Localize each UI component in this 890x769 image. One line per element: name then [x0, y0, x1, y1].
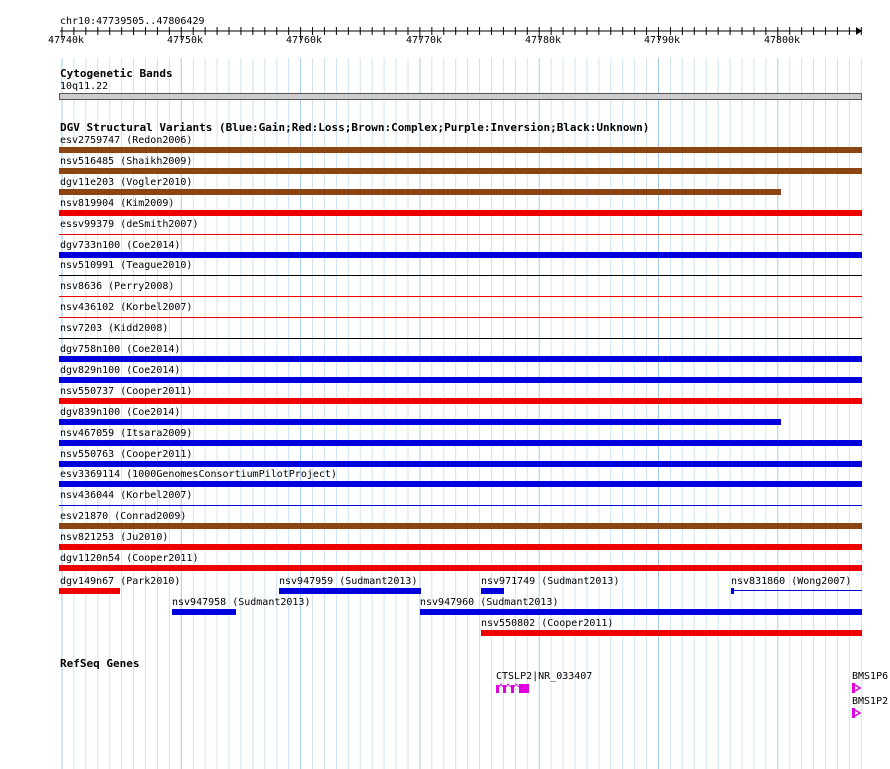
sv-bar[interactable]: [59, 440, 862, 446]
sv-label[interactable]: nsv821253 (Ju2010): [60, 532, 169, 544]
sv-label[interactable]: nsv8636 (Perry2008): [60, 281, 175, 293]
sv-bar[interactable]: [731, 590, 862, 591]
gene-label[interactable]: BMS1P6: [852, 671, 889, 682]
gene-label[interactable]: CTSLP2|NR_033407: [496, 671, 593, 682]
sv-label[interactable]: nsv467059 (Itsara2009): [60, 427, 193, 439]
sv-bar[interactable]: [59, 296, 862, 297]
dgv-track-title[interactable]: DGV Structural Variants (Blue:Gain;Red:Loss;Brown:Complex;Purple:Inversion;Black:Unknown): [60, 121, 650, 134]
sv-bar[interactable]: [59, 210, 862, 216]
gene-ctslp2[interactable]: [494, 682, 534, 694]
sv-label[interactable]: esv21870 (Conrad2009): [60, 511, 187, 523]
gene-exon: [496, 685, 499, 693]
sv-bar[interactable]: [59, 252, 862, 258]
sv-label[interactable]: nsv947958 (Sudmant2013): [172, 597, 311, 608]
gene-bms1p6[interactable]: [852, 682, 866, 694]
sv-label[interactable]: nsv947959 (Sudmant2013): [279, 576, 418, 587]
ruler-position: chr10:47739505..47806429: [60, 16, 205, 27]
refseq-track-title[interactable]: RefSeq Genes: [60, 657, 140, 670]
sv-bar[interactable]: [59, 377, 862, 383]
sv-bar[interactable]: [59, 234, 862, 235]
tick-label: 47780k: [524, 35, 562, 46]
tick-label: 47770k: [405, 35, 443, 46]
sv-bar-cap: [731, 588, 734, 594]
sv-label[interactable]: nsv831860 (Wong2007): [731, 576, 852, 587]
sv-label[interactable]: nsv971749 (Sudmant2013): [481, 576, 620, 587]
sv-label[interactable]: dgv11e203 (Vogler2010): [60, 176, 193, 188]
sv-bar[interactable]: [59, 317, 862, 318]
gene-intron: [506, 684, 511, 687]
sv-label[interactable]: nsv510991 (Teague2010): [60, 260, 193, 272]
tick-label: 47790k: [643, 35, 681, 46]
gene-label[interactable]: BMS1P2: [852, 696, 889, 707]
sv-bar[interactable]: [59, 168, 862, 174]
sv-bar[interactable]: [59, 419, 781, 425]
sv-bar[interactable]: [59, 588, 120, 594]
sv-bar[interactable]: [481, 630, 862, 636]
sv-label[interactable]: dgv839n100 (Coe2014): [60, 406, 181, 418]
gene-bms1p2[interactable]: [852, 707, 866, 719]
sv-bar[interactable]: [59, 189, 781, 195]
sv-bar[interactable]: [59, 565, 862, 571]
sv-label[interactable]: nsv516485 (Shaikh2009): [60, 155, 193, 167]
tick-label: 47760k: [285, 35, 323, 46]
gene-exon: [511, 685, 514, 693]
cytoband-bar[interactable]: [59, 93, 862, 100]
gene-intron: [499, 684, 503, 687]
sv-bar[interactable]: [59, 505, 862, 506]
sv-label[interactable]: dgv733n100 (Coe2014): [60, 239, 181, 251]
cytoband-label: 10q11.22: [60, 81, 109, 92]
sv-bar[interactable]: [59, 147, 862, 153]
tick-label: 47750k: [166, 35, 204, 46]
sv-label[interactable]: esv3369114 (1000GenomesConsortiumPilotProject): [60, 469, 337, 481]
gene-intron: [514, 684, 519, 687]
sv-label[interactable]: esv2759747 (Redon2006): [60, 135, 193, 146]
gene-exon: [503, 685, 506, 693]
sv-label[interactable]: dgv829n100 (Coe2014): [60, 364, 181, 376]
sv-bar[interactable]: [59, 398, 862, 404]
cytoband-track-title[interactable]: Cytogenetic Bands: [60, 67, 173, 80]
sv-bar[interactable]: [59, 338, 862, 339]
sv-bar[interactable]: [420, 609, 862, 615]
sv-label[interactable]: nsv7203 (Kidd2008): [60, 323, 169, 335]
gene-exon: [519, 684, 529, 693]
sv-bar[interactable]: [172, 609, 236, 615]
sv-bar[interactable]: [481, 588, 504, 594]
sv-label[interactable]: nsv819904 (Kim2009): [60, 197, 175, 209]
sv-label[interactable]: dgv1120n54 (Cooper2011): [60, 553, 199, 564]
sv-label[interactable]: nsv550763 (Cooper2011): [60, 448, 193, 460]
sv-bar[interactable]: [59, 356, 862, 362]
sv-label[interactable]: nsv436044 (Korbel2007): [60, 490, 193, 502]
sv-bar[interactable]: [279, 588, 421, 594]
sv-bar[interactable]: [59, 523, 862, 529]
sv-label[interactable]: dgv758n100 (Coe2014): [60, 344, 181, 355]
sv-bar[interactable]: [59, 275, 862, 276]
sv-label[interactable]: dgv149n67 (Park2010): [60, 576, 181, 587]
sv-label[interactable]: nsv436102 (Korbel2007): [60, 302, 193, 314]
sv-label[interactable]: nsv550802 (Cooper2011): [481, 618, 614, 629]
tick-label: 47740k: [47, 35, 85, 46]
sv-label[interactable]: nsv947960 (Sudmant2013): [420, 597, 559, 608]
sv-label[interactable]: essv99379 (deSmith2007): [60, 218, 199, 230]
sv-bar[interactable]: [59, 461, 862, 467]
sv-label[interactable]: nsv550737 (Cooper2011): [60, 385, 193, 397]
tick-label: 47800k: [763, 35, 801, 46]
sv-bar[interactable]: [59, 481, 862, 487]
sv-bar[interactable]: [59, 544, 862, 550]
